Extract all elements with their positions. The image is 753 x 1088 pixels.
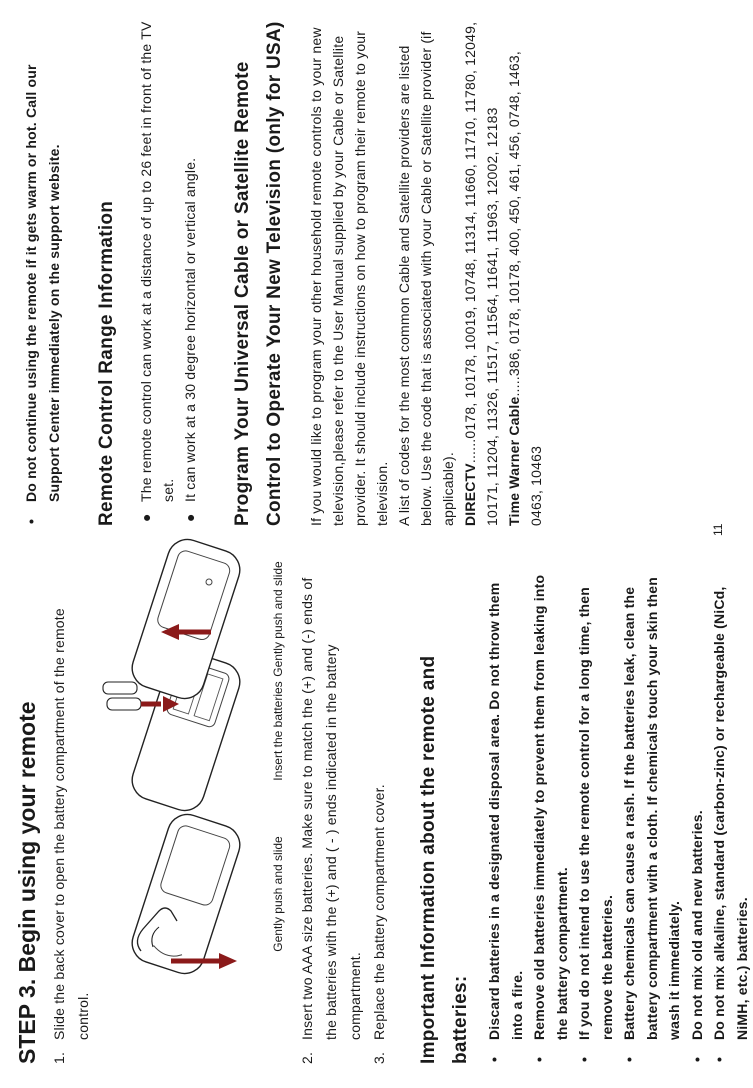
range-list xyxy=(135,18,201,526)
range-text: The remote control can work at a distance of up to 26 feet in front of the TV set. xyxy=(138,21,176,502)
warning-text: Battery chemicals can cause a rash. If the batteries leak, clean the battery compartment with a cloth. If chemicals touch your skin then wash it immediately. xyxy=(621,576,682,1040)
list-item: • Discard batteries in a designated disposal area. Do not throw them into a fire. xyxy=(486,582,525,1062)
figure-open-cover xyxy=(101,819,291,969)
directv-label: DIRECTV xyxy=(462,463,478,526)
figure-close-cover xyxy=(101,544,291,694)
figure-caption: Insert the batteries xyxy=(271,681,285,781)
warning-text: Do not mix old and new batteries. xyxy=(688,810,705,1040)
step-3 xyxy=(367,562,391,1064)
step-2 xyxy=(295,562,367,1064)
list-item: • Do not mix alkaline, standard (carbon-zinc) or rechargeable (NiCd, NiMH, etc.) batteries. xyxy=(711,586,750,1062)
twc-codes xyxy=(503,18,547,526)
program-heading: Program Your Universal Cable or Satellite Remote Control to Operate Your New Television (only for USA) xyxy=(232,21,285,526)
remote-close-illustration xyxy=(101,544,266,694)
range-heading: Remote Control Range Information xyxy=(96,200,117,526)
step-number: 1. xyxy=(51,1051,67,1064)
step-number: 3. xyxy=(371,1051,387,1064)
important-heading: Important Information about the remote and batteries: xyxy=(418,655,471,1064)
left-column xyxy=(0,544,750,1088)
warning-continued xyxy=(20,18,65,526)
page-number: 11 xyxy=(711,523,725,536)
list-item: • Battery chemicals can cause a rash. If the batteries leak, clean the battery compartment with a cloth. If chemicals touch your skin then wash it immediately. xyxy=(621,576,682,1062)
step-number: 2. xyxy=(299,1051,315,1064)
list-item: • If you do not intend to use the remote control for a long time, then remove the batteries. xyxy=(576,586,615,1062)
figure-caption: Gently push and slide xyxy=(271,561,285,677)
step-text: Slide the back cover to open the battery compartment of the remote control. xyxy=(51,608,91,1040)
program-paragraph: If you would like to program your other household remote controls to your new television,please refer to the User Manual supplied by your Cable or Satellite provider. It should include instructions on how to program their remote to your television. xyxy=(308,27,390,526)
range-text: It can work at a 30 degree horizontal or vertical angle. xyxy=(182,157,198,502)
directv-code-list: ......0178, 10178, 10019, 10748, 11314, 11660, 11710, 11780, 12049, 10171, 11204, 11326, 11517, 11564, 11641, 11963, 12002, 12183 xyxy=(462,21,500,526)
warning-text: Do not mix alkaline, standard (carbon-zinc) or rechargeable (NiCd, NiMH, etc.) batteries. xyxy=(711,586,750,1040)
warning-text: If you do not intend to use the remote control for a long time, then remove the batteries. xyxy=(576,586,615,1040)
list-item: • Do not continue using the remote if it gets warm or hot. Call our Support Center immediately on the support website. xyxy=(23,64,62,524)
warning-text: Do not continue using the remote if it gets warm or hot. Call our Support Center immediately on the support website. xyxy=(23,64,62,502)
warnings-list xyxy=(483,562,753,1064)
program-paragraph: A list of codes for the most common Cable and Satellite providers are listed below. Use the code that is associated with your Cable or Satellite provider (if applicable). xyxy=(396,31,456,526)
step3-title: STEP 3. Begin using your remote xyxy=(14,701,40,1064)
warning-text: Discard batteries in a designated disposal area. Do not throw them into a fire. xyxy=(486,582,525,1040)
remote-open-illustration xyxy=(101,819,266,969)
list-item: • Remove old batteries immediately to prevent them from leaking into the battery compartment. xyxy=(531,574,570,1062)
list-item: ● It can work at a 30 degree horizontal or vertical angle. xyxy=(182,157,198,522)
battery-figures xyxy=(101,562,291,1064)
step-text: Insert two AAA size batteries. Make sure to match the (+) and (-) ends of the batteries with the (+) and ( - ) ends indicated in the battery compartment. xyxy=(299,577,363,1040)
list-item: ● The remote control can work at a distance of up to 26 feet in front of the TV set. xyxy=(138,21,176,522)
right-column xyxy=(0,0,729,544)
step-1 xyxy=(47,562,95,1064)
warning-text: Remove old batteries immediately to prevent them from leaking into the battery compartment. xyxy=(531,574,570,1040)
figure-caption: Gently push and slide xyxy=(271,836,285,952)
directv-codes xyxy=(459,18,503,526)
twc-label: Time Warner Cable xyxy=(506,396,522,526)
step-text: Replace the battery compartment cover. xyxy=(371,784,387,1040)
list-item: • Do not mix old and new batteries. xyxy=(688,810,705,1062)
twc-code-list: .....386, 0178, 10178, 400, 450, 461, 456, 0748, 1463, 0463, 10463 xyxy=(506,51,544,526)
